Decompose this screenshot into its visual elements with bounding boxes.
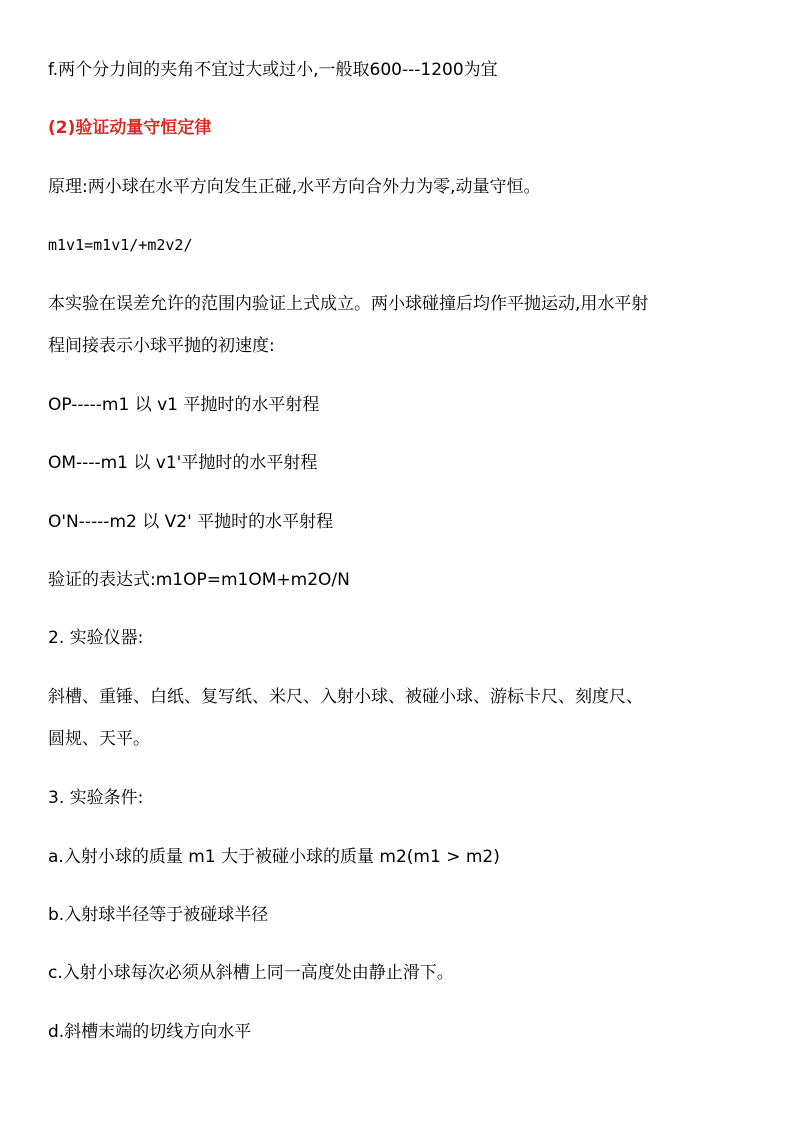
text-line-instruments-1: 斜槽、重锤、白纸、复写纸、米尺、入射小球、被碰小球、游标卡尺、刻度尺、 xyxy=(48,687,643,707)
section-heading-momentum: (2)验证动量守恒定律 xyxy=(48,118,212,138)
text-line-condition-d: d.斜槽末端的切线方向水平 xyxy=(48,1022,252,1042)
text-line-instruments-2: 圆规、天平。 xyxy=(48,729,150,749)
text-line-condition-c: c.入射小球每次必须从斜槽上同一高度处由静止滑下。 xyxy=(48,963,454,983)
formula-momentum: m1v1=m1v1/+m2v2/ xyxy=(48,236,193,254)
text-line-principle: 原理:两小球在水平方向发生正碰,水平方向合外力为零,动量守恒。 xyxy=(48,177,541,197)
text-line-om: OM----m1 以 v1'平抛时的水平射程 xyxy=(48,453,318,473)
text-line-method-2: 程间接表示小球平抛的初速度: xyxy=(48,336,275,356)
text-line-condition-b: b.入射球半径等于被碰球半径 xyxy=(48,905,269,925)
text-line-op: OP-----m1 以 v1 平抛时的水平射程 xyxy=(48,395,320,415)
text-line-angle-note: f.两个分力间的夹角不宜过大或过小,一般取600---1200为宜 xyxy=(48,60,498,80)
text-line-on: O'N-----m2 以 V2' 平抛时的水平射程 xyxy=(48,512,334,532)
text-line-method-1: 本实验在误差允许的范围内验证上式成立。两小球碰撞后均作平抛运动,用水平射 xyxy=(48,294,649,314)
text-line-condition-a: a.入射小球的质量 m1 大于被碰小球的质量 m2(m1 > m2) xyxy=(48,847,500,867)
text-line-expression: 验证的表达式:m1OP=m1OM+m2O/N xyxy=(48,570,350,590)
section-heading-conditions: 3. 实验条件: xyxy=(48,788,144,808)
section-heading-instruments: 2. 实验仪器: xyxy=(48,628,144,648)
